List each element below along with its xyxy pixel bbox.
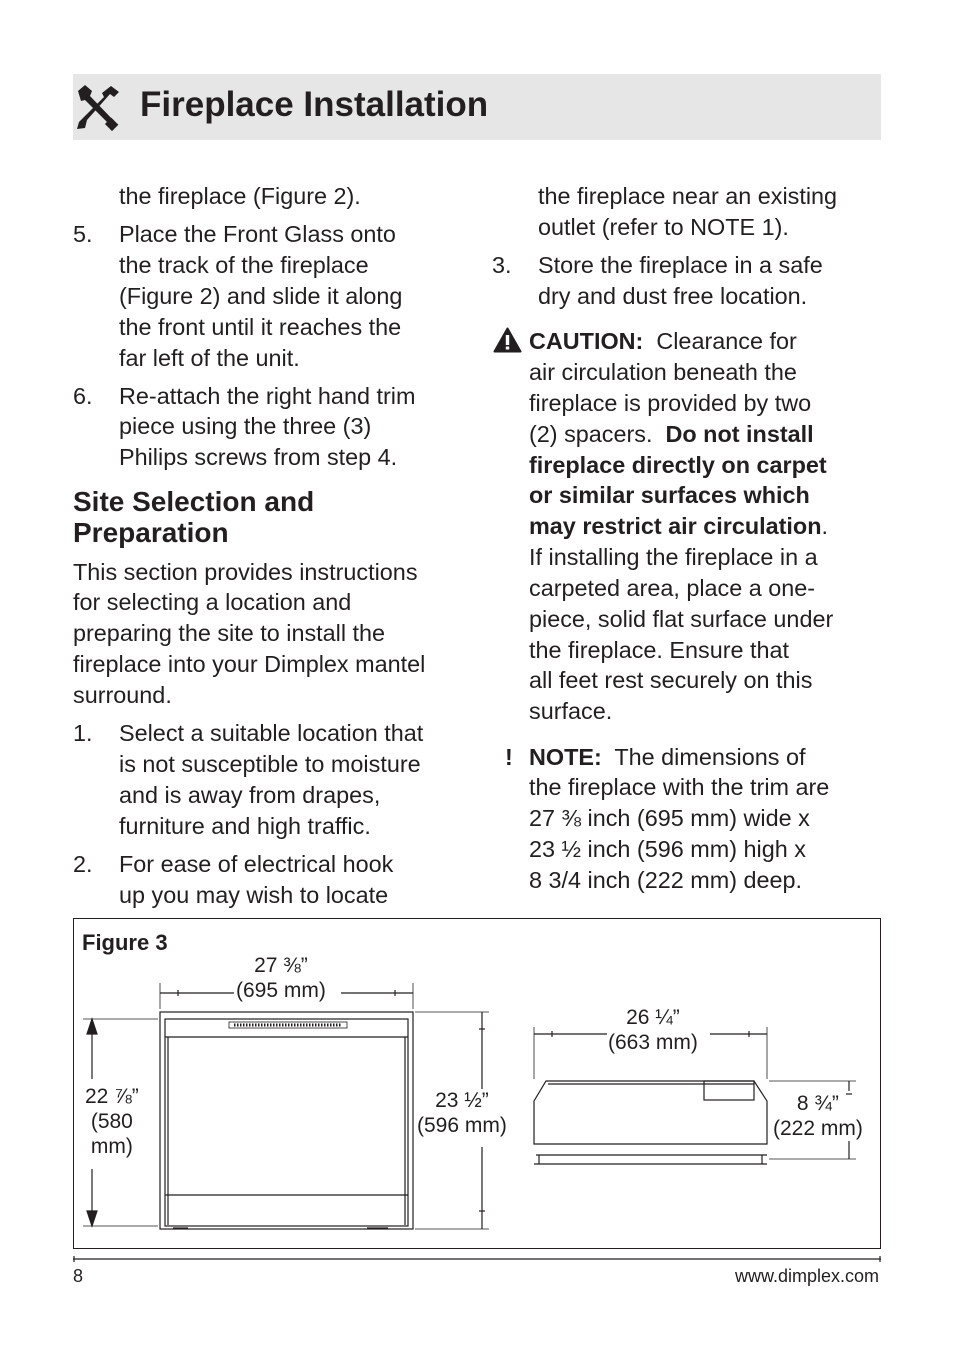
- caution-line: surface.: [529, 698, 613, 724]
- caution-warning-text: fireplace directly on carpet: [529, 452, 827, 478]
- caution-line: the fireplace. Ensure that: [529, 637, 790, 663]
- site-step1-line: furniture and high traffic.: [119, 813, 371, 839]
- depth-dim-mm: (222 mm): [773, 1117, 863, 1140]
- intro-line: for selecting a location and: [73, 589, 352, 615]
- step6-number: 6.: [73, 383, 93, 409]
- caution-warning-text: may restrict air circulation: [529, 513, 822, 539]
- figure-3: [73, 918, 881, 1249]
- site-step2-number: 2.: [73, 851, 93, 877]
- tools-icon: [73, 82, 123, 132]
- figure-label: Figure 3: [82, 930, 168, 955]
- width-dim-mm: (695 mm): [236, 979, 326, 1002]
- caution-line: air circulation beneath the: [529, 359, 797, 385]
- note-line: the fireplace with the trim are: [529, 774, 830, 800]
- inner-height-dim-mm: (580: [90, 1110, 133, 1133]
- section-heading: Site Selection and: [73, 486, 315, 517]
- caution-line: carpeted area, place a one-: [529, 575, 816, 601]
- note-line: [529, 742, 805, 773]
- note-label: NOTE:: [529, 744, 602, 770]
- top-width-dimension: [608, 1005, 698, 1055]
- caution-text: Clearance for: [656, 328, 797, 354]
- top-width-dim-mm: (663 mm): [608, 1031, 698, 1054]
- depth-dimension: [773, 1091, 863, 1141]
- site-step1-number: 1.: [73, 720, 93, 746]
- step5-line: the track of the fireplace: [119, 252, 369, 278]
- step5-line: Place the Front Glass onto: [119, 221, 396, 247]
- intro-line: surround.: [73, 682, 172, 708]
- caution-line: [529, 419, 814, 450]
- exclamation-icon: !: [505, 744, 513, 770]
- caution-line: [529, 326, 797, 357]
- inner-height-dim-unit: mm): [90, 1135, 133, 1158]
- footer-divider: [73, 1256, 881, 1262]
- section-heading: Preparation: [73, 517, 229, 548]
- site-step2-line: up you may wish to locate: [119, 882, 389, 908]
- note-line: 23 ½ inch (596 mm) high x: [529, 836, 806, 862]
- height-dim-inches: 23 ½”: [435, 1089, 489, 1112]
- step5-line: the front until it reaches the: [119, 314, 402, 340]
- header-bar: [73, 74, 881, 140]
- caution-line: all feet rest securely on this: [529, 667, 813, 693]
- step4-continuation: the fireplace (Figure 2).: [119, 183, 361, 209]
- site-step3-line: dry and dust free location.: [538, 283, 808, 309]
- note-line: 27 ⅜ inch (695 mm) wide x: [529, 805, 810, 831]
- footer-url[interactable]: www.dimplex.com: [734, 1266, 879, 1286]
- site-step2-line: For ease of electrical hook: [119, 851, 394, 877]
- inner-height-dim-inches: 22 ⅞”: [85, 1085, 139, 1108]
- site-step1-line: Select a suitable location that: [119, 720, 424, 746]
- warning-triangle-icon: [493, 327, 522, 353]
- width-dimension: [236, 953, 326, 1003]
- top-width-dim-inches: 26 ¼”: [626, 1006, 680, 1029]
- caution-line: fireplace is provided by two: [529, 390, 812, 416]
- step5-line: far left of the unit.: [119, 345, 300, 371]
- site-step2-continuation: the fireplace near an existing: [538, 183, 838, 209]
- width-dim-inches: 27 ⅜”: [254, 954, 308, 977]
- height-dim-mm: (596 mm): [417, 1114, 507, 1137]
- step6-line: Re-attach the right hand trim: [119, 383, 416, 409]
- caution-text: .: [821, 513, 829, 539]
- site-step3-number: 3.: [492, 252, 512, 278]
- caution-text: (2) spacers.: [529, 421, 653, 447]
- intro-line: fireplace into your Dimplex mantel: [73, 651, 426, 677]
- caution-label: CAUTION:: [529, 328, 644, 354]
- top-view-outline: [534, 1081, 767, 1144]
- fireplace-dimension-drawing: [74, 919, 880, 1248]
- caution-warning-text: or similar surfaces which: [529, 482, 810, 508]
- caution-warning-text: Do not install: [665, 421, 814, 447]
- site-step3-line: Store the fireplace in a safe: [538, 252, 823, 278]
- front-view-frame: [160, 1012, 413, 1229]
- step6-line: Philips screws from step 4.: [119, 444, 398, 470]
- step5-number: 5.: [73, 221, 93, 247]
- inner-height-dimension: [85, 1084, 139, 1159]
- step5-line: (Figure 2) and slide it along: [119, 283, 403, 309]
- depth-dim-inches: 8 ¾”: [796, 1092, 839, 1115]
- site-step1-line: and is away from drapes,: [119, 782, 381, 808]
- intro-line: This section provides instructions: [73, 559, 418, 585]
- site-step1-line: is not susceptible to moisture: [119, 751, 421, 777]
- caution-line: If installing the fireplace in a: [529, 544, 818, 570]
- caution-line: [529, 511, 828, 542]
- note-line: 8 3/4 inch (222 mm) deep.: [529, 867, 803, 893]
- height-dimension: [417, 1088, 507, 1138]
- caution-line: piece, solid flat surface under: [529, 606, 834, 632]
- site-step2-continuation: outlet (refer to NOTE 1).: [538, 214, 789, 240]
- page-number: 8: [73, 1266, 84, 1286]
- note-text: The dimensions of: [614, 744, 806, 770]
- step6-line: piece using the three (3): [119, 413, 372, 439]
- intro-line: preparing the site to install the: [73, 620, 386, 646]
- page-title: Fireplace Installation: [140, 85, 489, 124]
